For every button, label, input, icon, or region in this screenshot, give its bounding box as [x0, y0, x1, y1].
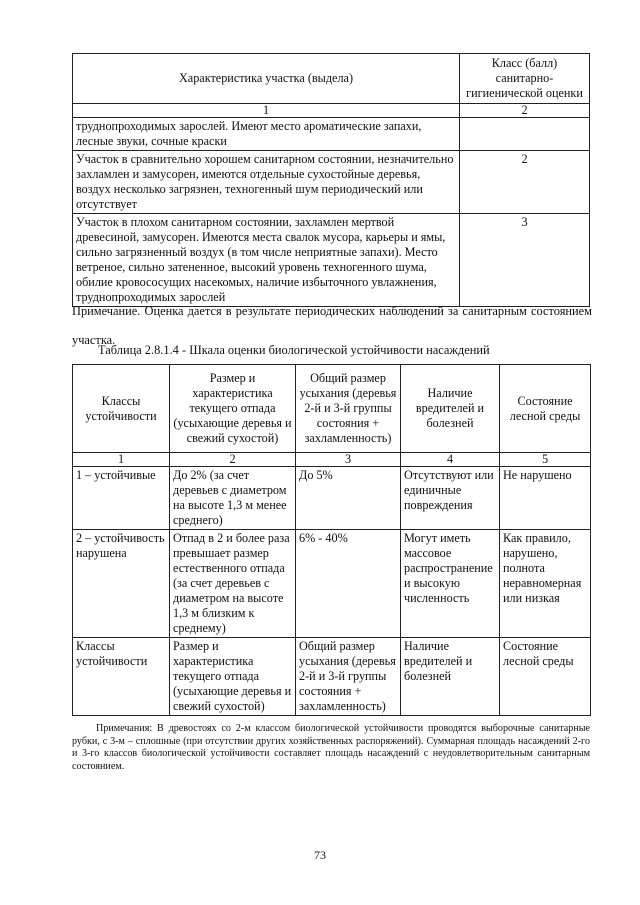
header-current-dieoff: Размер и характеристика текущего отпада (усыхающие деревья и свежий сухостой): [170, 365, 296, 453]
column-number: 4: [401, 453, 500, 467]
column-number-row: [73, 104, 590, 118]
row-text: труднопроходимых зарослей. Имеют место ароматические запахи, лесные звуки, сочные краски: [73, 118, 460, 151]
stability-scale-table: [72, 364, 591, 716]
header-characteristic: Характеристика участка (выдела): [73, 54, 460, 104]
column-number: 1: [73, 104, 460, 118]
table-cell: Не нарушено: [500, 467, 591, 530]
column-number-row: [73, 453, 591, 467]
header-class-score: Класс (балл) санитарно-гигиенической оценки: [460, 54, 590, 104]
table-cell: До 5%: [296, 467, 401, 530]
row-text: Участок в сравнительно хорошем санитарном состоянии, незначительно захламлен и замусорен, имеются отдельные сухостойные деревья, воздух несколько загрязнен, техногенный шум периодический или отсутствует: [73, 151, 460, 214]
header-pests-diseases: Наличие вредителей и болезней: [401, 365, 500, 453]
table-row: [73, 151, 590, 214]
table-header-row: [73, 54, 590, 104]
column-number: 1: [73, 453, 170, 467]
header-forest-state: Состояние лесной среды: [500, 365, 591, 453]
table-header-row: [73, 365, 591, 453]
page-number: 73: [314, 848, 326, 862]
row-text: Участок в плохом санитарном состоянии, захламлен мертвой древесиной, замусорен. Имеются места свалок мусора, карьеры и ямы, сильно загрязненный воздух (в том числе неприятные запахи). Место ветреное, сильно затененное, высокий уровень техногенного шума, обилие кровососущих насекомых, наличие избыточного увлажнения, труднопроходимых зарослей: [73, 214, 460, 307]
sanitary-assessment-table: [72, 53, 590, 307]
table-cell: 1 – устойчивые: [73, 467, 170, 530]
table-row: [73, 638, 591, 716]
column-number: 2: [460, 104, 590, 118]
table-row: [73, 530, 591, 638]
row-score: 3: [460, 214, 590, 307]
table-cell: Состояние лесной среды: [500, 638, 591, 716]
column-number: 3: [296, 453, 401, 467]
note-sanitary: Примечание. Оценка дается в результате периодических наблюдений за санитарным состоянием участка.: [72, 304, 592, 347]
table-row: [73, 118, 590, 151]
table-row: [73, 467, 591, 530]
table-cell: До 2% (за счет деревьев с диаметром на высоте 1,3 м менее среднего): [170, 467, 296, 530]
table-cell: Наличие вредителей и болезней: [401, 638, 500, 716]
column-number: 2: [170, 453, 296, 467]
header-total-drying: Общий размер усыхания (деревья 2-й и 3-й группы состояния + захламленность): [296, 365, 401, 453]
table-cell: Классы устойчивости: [73, 638, 170, 716]
table-cell: Как правило, нарушено, полнота неравномерная или низкая: [500, 530, 591, 638]
table-caption: Таблица 2.8.1.4 - Шкала оценки биологической устойчивости насаждений: [98, 343, 490, 357]
table-cell: Отпад в 2 и более раза превышает размер естественного отпада (за счет деревьев с диаметром на высоте 1,3 м близким к среднему): [170, 530, 296, 638]
header-stability-class: Классы устойчивости: [73, 365, 170, 453]
table-cell: 6% - 40%: [296, 530, 401, 638]
row-score: 2: [460, 151, 590, 214]
table-cell: Отсутствуют или единичные повреждения: [401, 467, 500, 530]
table-cell: Могут иметь массовое распространение и высокую численность: [401, 530, 500, 638]
table-cell: Размер и характеристика текущего отпада (усыхающие деревья и свежий сухостой): [170, 638, 296, 716]
row-score: [460, 118, 590, 151]
table-cell: Общий размер усыхания (деревья 2-й и 3-й группы состояния + захламленность): [296, 638, 401, 716]
table-row: [73, 214, 590, 307]
note-stability: Примечания: В древостоях со 2-м классом биологической устойчивости проводятся выборочные санитарные рубки, с 3-м – сплошные (при отсутствии других хозяйственных распоряжений). Суммарная площадь насаждений 2-го и 3-го классов биологической устойчивости составляет площадь насаждений с неудовлетворительным санитарным состоянием.: [72, 723, 590, 772]
column-number: 5: [500, 453, 591, 467]
table-cell: 2 – устойчивость нарушена: [73, 530, 170, 638]
